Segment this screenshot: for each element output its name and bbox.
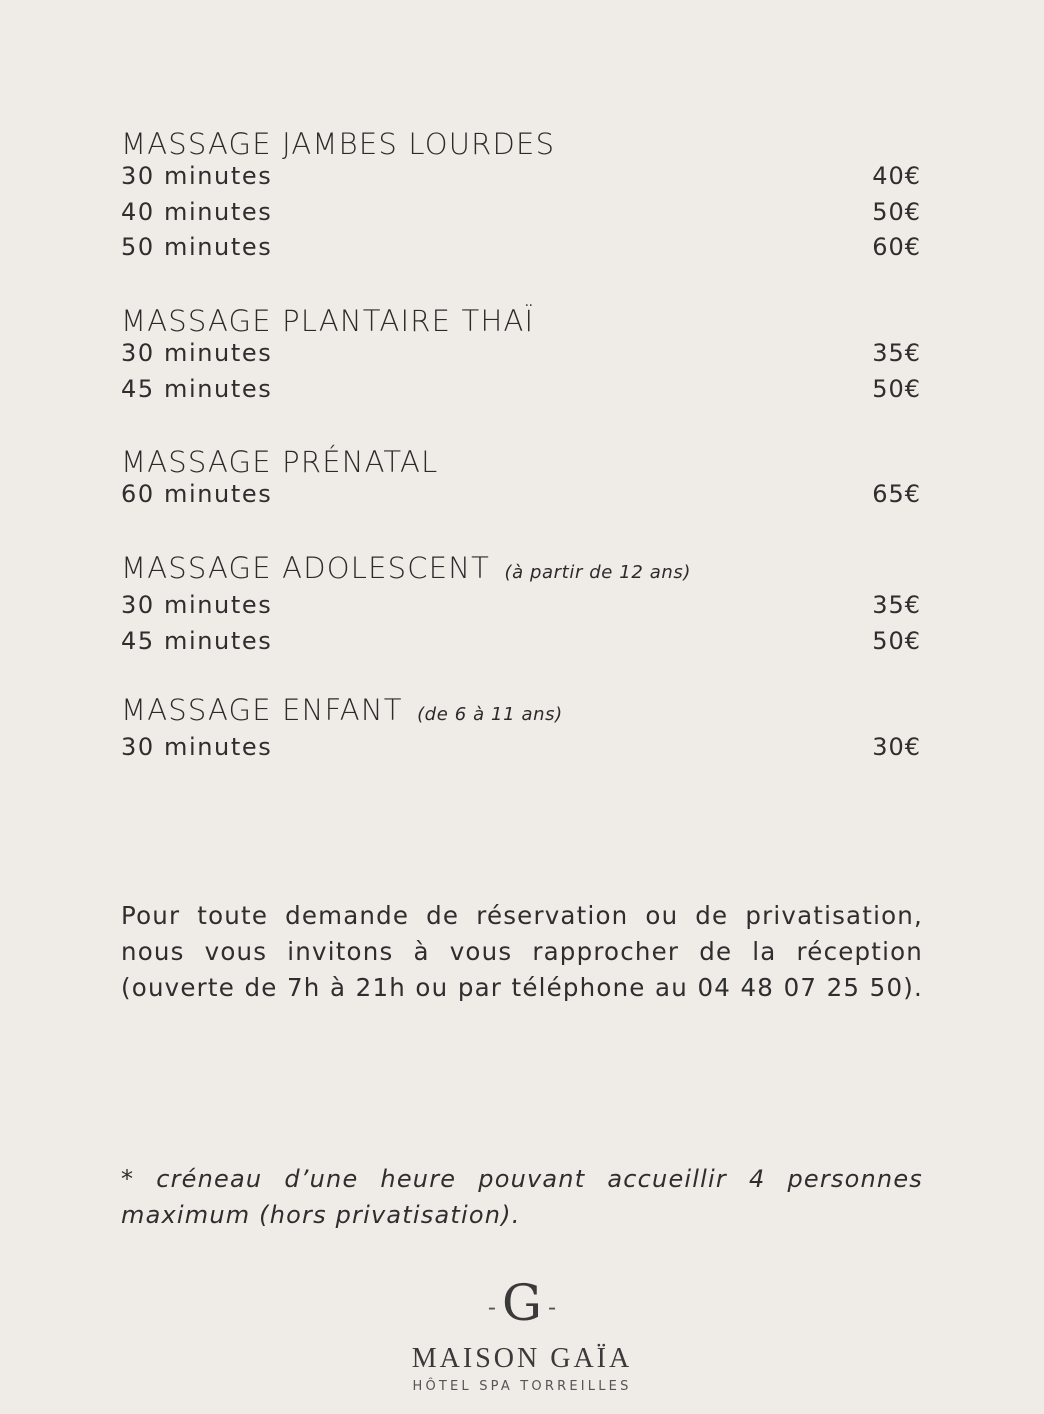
- brand-subtitle: HÔTEL SPA TORREILLES: [412, 1379, 632, 1394]
- duration: 40 minutes: [121, 197, 273, 226]
- price-row: [121, 162, 921, 198]
- footnote-line: maximum (hors privatisation).: [121, 1201, 521, 1229]
- section-title-text: MASSAGE ENFANT: [121, 693, 403, 727]
- price-row: [121, 233, 921, 269]
- section-massage-plantaire-thai: [121, 303, 921, 410]
- duration: 45 minutes: [121, 626, 273, 655]
- brand-name: MAISON GAÏA: [411, 1343, 633, 1374]
- info-line: (ouverte de 7h à 21h ou par téléphone au 04 48 07 25 50).: [121, 973, 923, 1002]
- section-massage-adolescent: [121, 550, 921, 662]
- price-row: [121, 198, 921, 234]
- footnote-line: * créneau d’une heure pouvant accueillir 4 personnes: [121, 1165, 923, 1193]
- footnote: [121, 1161, 923, 1233]
- price: 30€: [872, 733, 921, 761]
- age-note: (à partir de 12 ans): [504, 562, 691, 583]
- reservation-info: [121, 898, 923, 1006]
- dash-decoration: -: [547, 1293, 557, 1321]
- price: 50€: [872, 197, 921, 226]
- price-row: [121, 591, 921, 627]
- section-title: [121, 444, 921, 480]
- age-note: (de 6 à 11 ans): [417, 704, 563, 725]
- price: 35€: [872, 339, 921, 367]
- section-title: [121, 126, 921, 162]
- section-title-text: MASSAGE PRÉNATAL: [121, 445, 439, 479]
- section-title: [121, 550, 921, 591]
- price-row: [121, 733, 921, 769]
- price-row: [121, 480, 921, 516]
- price: 65€: [872, 480, 921, 508]
- price-row: [121, 627, 921, 663]
- price: 40€: [872, 162, 921, 190]
- price: 60€: [872, 233, 921, 261]
- dash-decoration: -: [487, 1293, 497, 1321]
- price-row: [121, 375, 921, 411]
- duration: 60 minutes: [121, 480, 273, 508]
- info-line: Pour toute demande de réservation ou de privatisation,: [121, 901, 923, 930]
- brand-logo: [0, 1275, 1044, 1394]
- price-row: [121, 339, 921, 375]
- section-massage-prenatal: [121, 444, 921, 516]
- info-line: nous vous invitons à vous rapprocher de la réception: [121, 937, 923, 966]
- duration: 30 minutes: [121, 733, 273, 761]
- logo-mark: [0, 1275, 1044, 1335]
- price: 50€: [872, 374, 921, 403]
- section-massage-jambes-lourdes: [121, 126, 921, 269]
- section-title-text: MASSAGE ADOLESCENT: [121, 551, 491, 585]
- duration: 30 minutes: [121, 591, 273, 619]
- duration: 45 minutes: [121, 374, 273, 403]
- duration: 30 minutes: [121, 339, 273, 367]
- price: 35€: [872, 591, 921, 619]
- price: 50€: [872, 626, 921, 655]
- section-title: [121, 303, 921, 339]
- duration: 50 minutes: [121, 233, 273, 261]
- g-monogram-icon: G: [502, 1274, 542, 1332]
- section-title-text: MASSAGE JAMBES LOURDES: [121, 127, 556, 161]
- duration: 30 minutes: [121, 162, 273, 190]
- section-title-text: MASSAGE PLANTAIRE THAÏ: [121, 304, 535, 338]
- section-title: [121, 692, 921, 733]
- section-massage-enfant: [121, 692, 921, 769]
